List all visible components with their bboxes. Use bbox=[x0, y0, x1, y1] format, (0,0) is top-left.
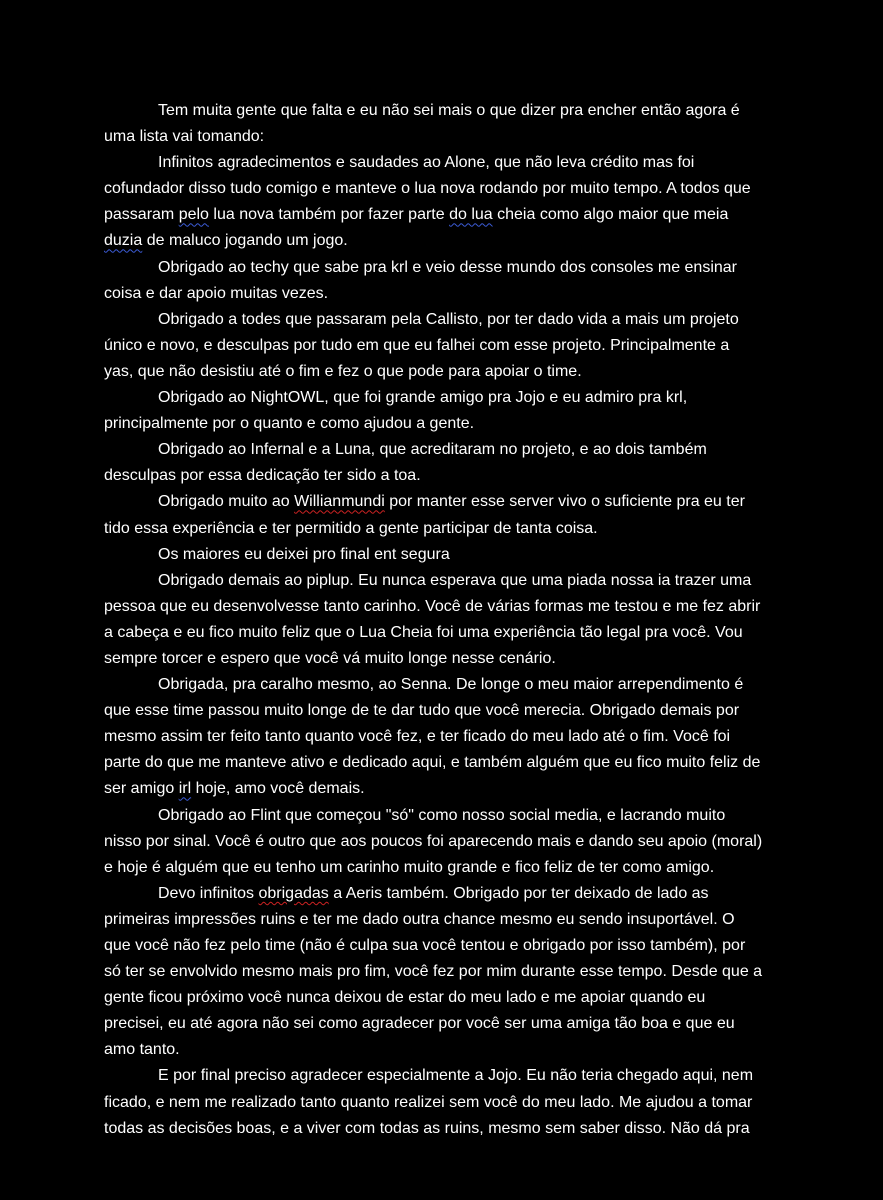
paragraph bbox=[104, 437, 784, 489]
text-line: coisa e dar apoio muitas vezes. bbox=[104, 284, 329, 302]
text-line bbox=[104, 228, 784, 254]
paragraph bbox=[104, 489, 784, 541]
text-line: só ter se envolvido mesmo mais pro fim, você fez por mim durante esse tempo. Desde que a bbox=[104, 963, 763, 981]
grammar-flag-word: duzia bbox=[104, 232, 143, 250]
text-segment: a Aeris também. Obrigado por ter deixado de lado as bbox=[328, 884, 709, 902]
text-line: ficado, e nem me realizado tanto quanto realizei sem você do meu lado. Me ajudou a tomar bbox=[104, 1093, 753, 1111]
text-line: tido essa experiência e ter permitido a gente participar de tanta coisa. bbox=[104, 519, 598, 537]
text-line: Obrigado ao techy que sabe pra krl e veio desse mundo dos consoles me ensinar bbox=[158, 258, 738, 276]
text-line: Obrigado ao Flint que começou "só" como nosso social media, e lacrando muito bbox=[158, 806, 726, 824]
paragraph bbox=[104, 1063, 784, 1141]
text-segment: passaram bbox=[104, 206, 179, 224]
text-segment: Obrigado muito ao bbox=[158, 493, 295, 511]
text-segment: por manter esse server vivo o suficiente pra eu ter bbox=[384, 493, 745, 511]
paragraph bbox=[104, 150, 784, 254]
text-line: Obrigado ao NightOWL, que foi grande amigo pra Jojo e eu admiro pra krl, bbox=[158, 389, 688, 407]
text-line: nisso por sinal. Você é outro que aos poucos foi aparecendo mais e dando seu apoio (moral) bbox=[104, 832, 763, 850]
text-line: E por final preciso agradecer especialmente a Jojo. Eu não teria chegado aqui, nem bbox=[158, 1067, 754, 1085]
text-line: desculpas por essa dedicação ter sido a toa. bbox=[104, 467, 421, 485]
grammar-flag-word: pelo bbox=[178, 206, 209, 224]
text-segment: lua nova também por fazer parte bbox=[208, 206, 450, 224]
text-line: e hoje é alguém que eu tenho um carinho muito grande e fico feliz de ter como amigo. bbox=[104, 858, 715, 876]
text-line: parte do que me manteve ativo e dedicado aqui, e também alguém que eu fico muito feliz de bbox=[104, 754, 761, 772]
text-line: único e novo, e desculpas por tudo em que eu falhei com esse projeto. Principalmente a bbox=[104, 336, 730, 354]
paragraph bbox=[104, 672, 784, 802]
text-segment: cheia como algo maior que meia bbox=[492, 206, 729, 224]
text-line: Obrigado demais ao piplup. Eu nunca esperava que uma piada nossa ia trazer uma bbox=[158, 571, 752, 589]
text-line: pessoa que eu desenvolvesse tanto carinho. Você de várias formas me testou e me fez abrir bbox=[104, 597, 761, 615]
text-line bbox=[104, 776, 784, 802]
spelling-error-word: Willianmundi bbox=[294, 493, 385, 511]
paragraph bbox=[104, 255, 784, 307]
text-line: precisei, eu até agora não sei como agradecer por você ser uma amiga tão boa e que eu bbox=[104, 1015, 735, 1033]
text-line: yas, que não desistiu até o fim e fez o que pode para apoiar o time. bbox=[104, 362, 582, 380]
text-segment: hoje, amo você demais. bbox=[191, 780, 365, 798]
text-line: Os maiores eu deixei pro final ent segura bbox=[158, 545, 450, 563]
text-line: primeiras impressões ruins e ter me dado outra chance mesmo eu sendo insuportável. O bbox=[104, 910, 735, 928]
text-line: principalmente por o quanto e como ajudou a gente. bbox=[104, 415, 475, 433]
paragraph bbox=[104, 881, 784, 1064]
text-line: mesmo assim ter feito tanto quanto você fez, e ter ficado do meu lado até o fim. Você foi bbox=[104, 728, 731, 746]
text-segment: Devo infinitos bbox=[158, 884, 259, 902]
text-line: amo tanto. bbox=[104, 1041, 180, 1059]
text-line: Obrigado a todes que passaram pela Callisto, por ter dado vida a mais um projeto bbox=[158, 310, 739, 328]
grammar-flag-word: irl bbox=[178, 780, 192, 798]
text-line: Obrigada, pra caralho mesmo, ao Senna. De longe o meu maior arrependimento é bbox=[158, 676, 744, 694]
text-line: Obrigado ao Infernal e a Luna, que acreditaram no projeto, e ao dois também bbox=[158, 441, 707, 459]
text-line: todas as decisões boas, e a viver com todas as ruins, mesmo sem saber disso. Não dá pra bbox=[104, 1119, 750, 1137]
paragraph bbox=[104, 385, 784, 437]
text-line: que esse time passou muito longe de te dar tudo que você merecia. Obrigado demais por bbox=[104, 702, 740, 720]
text-line: sempre torcer e espero que você vá muito longe nesse cenário. bbox=[104, 649, 556, 667]
paragraph bbox=[104, 568, 784, 672]
text-segment: de maluco jogando um jogo. bbox=[142, 232, 348, 250]
text-line bbox=[104, 881, 784, 907]
text-line: gente ficou próximo você nunca deixou de estar do meu lado e me apoiar quando eu bbox=[104, 989, 706, 1007]
paragraph bbox=[104, 803, 784, 881]
text-line: cofundador disso tudo comigo e manteve o lua nova rodando por muito tempo. A todos que bbox=[104, 180, 751, 198]
paragraph bbox=[104, 307, 784, 385]
text-line bbox=[104, 202, 784, 228]
text-line: Infinitos agradecimentos e saudades ao Alone, que não leva crédito mas foi bbox=[158, 154, 695, 172]
document-body bbox=[104, 98, 784, 1142]
paragraph bbox=[104, 98, 784, 150]
text-line bbox=[104, 489, 784, 515]
text-line: que você não fez pelo time (não é culpa sua você tentou e obrigado por isso também), por bbox=[104, 937, 746, 954]
text-line: uma lista vai tomando: bbox=[104, 128, 265, 146]
text-segment: ser amigo bbox=[104, 780, 179, 798]
paragraph bbox=[104, 542, 784, 568]
text-line: Tem muita gente que falta e eu não sei mais o que dizer pra encher então agora é bbox=[158, 102, 740, 119]
text-line: a cabeça e eu fico muito feliz que o Lua Cheia foi uma experiência tão legal pra você. Vou bbox=[104, 623, 743, 641]
spelling-error-word: obrigadas bbox=[258, 884, 329, 902]
grammar-flag-word: do lua bbox=[449, 206, 493, 224]
